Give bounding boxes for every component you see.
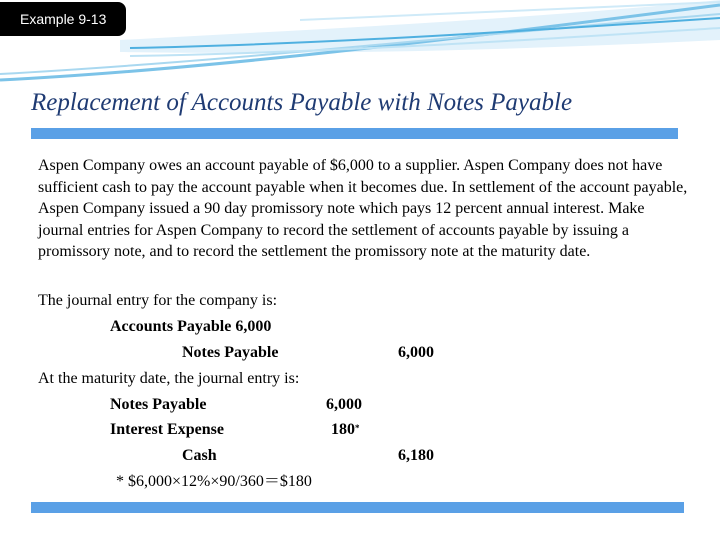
entry2-debit1-account: Notes Payable xyxy=(110,396,207,413)
footnote: * $6,000×12%×90/360＝$180 xyxy=(116,473,312,490)
entry2-debit1-amount: 6,000 xyxy=(326,396,362,413)
entry2-debit2-amount-wrap xyxy=(331,420,360,440)
entry1-credit-amount: 6,000 xyxy=(398,344,434,361)
example-badge: Example 9-13 xyxy=(0,2,126,36)
entry1-debit-account: Accounts Payable 6,000 xyxy=(110,318,272,335)
entry2-intro: At the maturity date, the journal entry is: xyxy=(38,370,300,387)
entry2-credit-amount: 6,180 xyxy=(398,447,434,464)
slide-title: Replacement of Accounts Payable with Notes Payable xyxy=(31,89,573,116)
problem-text: Aspen Company owes an account payable of $6,000 to a supplier. Aspen Company does not have sufficient cash to pay the account payable when it becomes due. In settlement of the account payable, Aspen Company issued a 90 day promissory note which pays 12 percent annual interest. Make journal entries for Aspen Company to record the settlement of accounts payable by issuing a promissory note, and to record the settlement the promissory note at the maturity date. xyxy=(38,157,688,260)
entry2-credit-account: Cash xyxy=(182,447,217,464)
entry1-intro: The journal entry for the company is: xyxy=(38,292,278,309)
entry1-credit-account: Notes Payable xyxy=(182,344,279,361)
title-underline-bar xyxy=(31,128,678,139)
entry2-debit2-amount: 180 xyxy=(331,421,355,438)
footnote-marker: * xyxy=(355,423,360,433)
entry2-debit2-account: Interest Expense xyxy=(110,421,224,438)
bottom-bar xyxy=(31,502,684,513)
